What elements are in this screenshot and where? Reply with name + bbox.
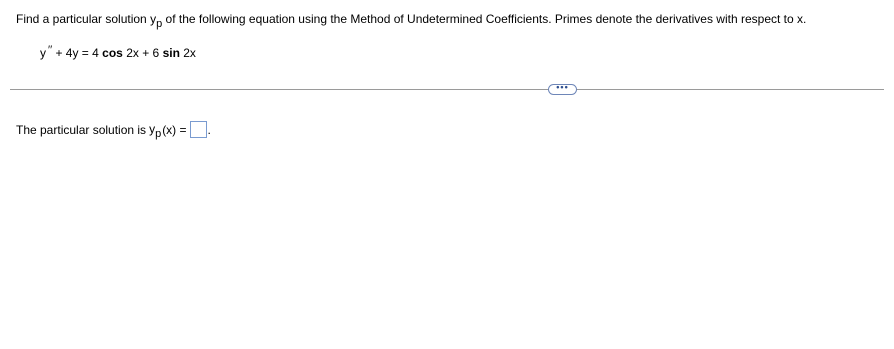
yp-subscript: p: [156, 18, 163, 30]
equation-cos-arg: 2x + 6: [122, 46, 163, 60]
answer-prefix: The particular solution is: [16, 122, 147, 137]
equation-cos: cos: [102, 46, 123, 60]
answer-yp-symbol: yp: [149, 122, 162, 140]
yp-symbol: yp: [150, 12, 163, 30]
answer-suffix: (x) =: [162, 122, 187, 137]
answer-input-box[interactable]: [190, 121, 207, 138]
more-options-button[interactable]: [548, 84, 577, 95]
answer-row: [16, 121, 211, 138]
question-text-after: of the following equation using the Method of Undetermined Coefficients. Primes denote the derivatives with respect to x.: [162, 12, 807, 26]
double-prime: ′′: [48, 44, 53, 56]
equation-plus-4y: + 4y = 4: [52, 46, 103, 60]
answer-period: .: [207, 122, 211, 137]
section-divider: [10, 89, 884, 90]
equation-y: y: [40, 46, 46, 60]
ellipsis-icon: •••: [556, 82, 569, 92]
answer-yp-subscript: p: [155, 128, 162, 140]
question-text: [16, 11, 806, 28]
differential-equation: [40, 45, 196, 62]
question-text-before: Find a particular solution: [16, 12, 151, 26]
equation-sin-arg: 2x: [179, 46, 196, 60]
equation-sin: sin: [162, 46, 180, 60]
